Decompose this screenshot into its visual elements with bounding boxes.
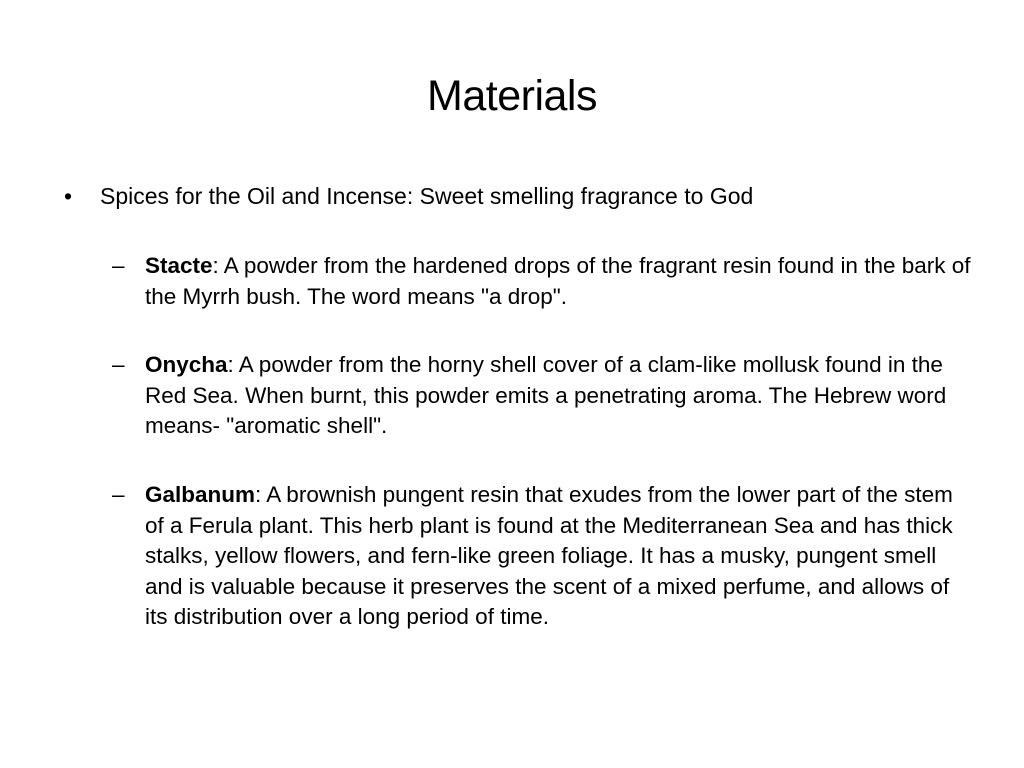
sub-item-term: Onycha	[145, 352, 228, 377]
sub-item-text	[145, 350, 975, 442]
sub-item-description: : A powder from the horny shell cover of a clam-like mollusk found in the Red Sea. When burnt, this powder emits a penetrating aroma. The Hebrew word means- "aromatic shell".	[145, 352, 947, 438]
slide-title: Materials	[427, 72, 597, 120]
sub-item-term: Galbanum	[145, 482, 256, 507]
sub-item-description: : A brownish pungent resin that exudes from the lower part of the stem of a Ferula plant. This herb plant is found at the Mediterranean Sea and has thick stalks, yellow flowers, and fern-like green foliage. It has a musky, pungent smell and is valuable because it preserves the scent of a mixed perfume, and allows of its distribution over a long period of time.	[145, 482, 953, 629]
sub-item-marker: –	[112, 352, 125, 377]
sub-item-term: Stacte	[145, 253, 213, 278]
sub-item-description: : A powder from the hardened drops of the fragrant resin found in the bark of the Myrrh bush. The word means "a drop".	[145, 253, 971, 309]
sub-item-text	[145, 251, 975, 312]
sub-item-marker: –	[112, 253, 125, 278]
sub-item-marker: –	[112, 482, 125, 507]
sub-item-text	[145, 480, 975, 633]
bullet-marker: •	[64, 183, 73, 209]
bullet-text: Spices for the Oil and Incense: Sweet smelling fragrance to God	[100, 183, 754, 209]
